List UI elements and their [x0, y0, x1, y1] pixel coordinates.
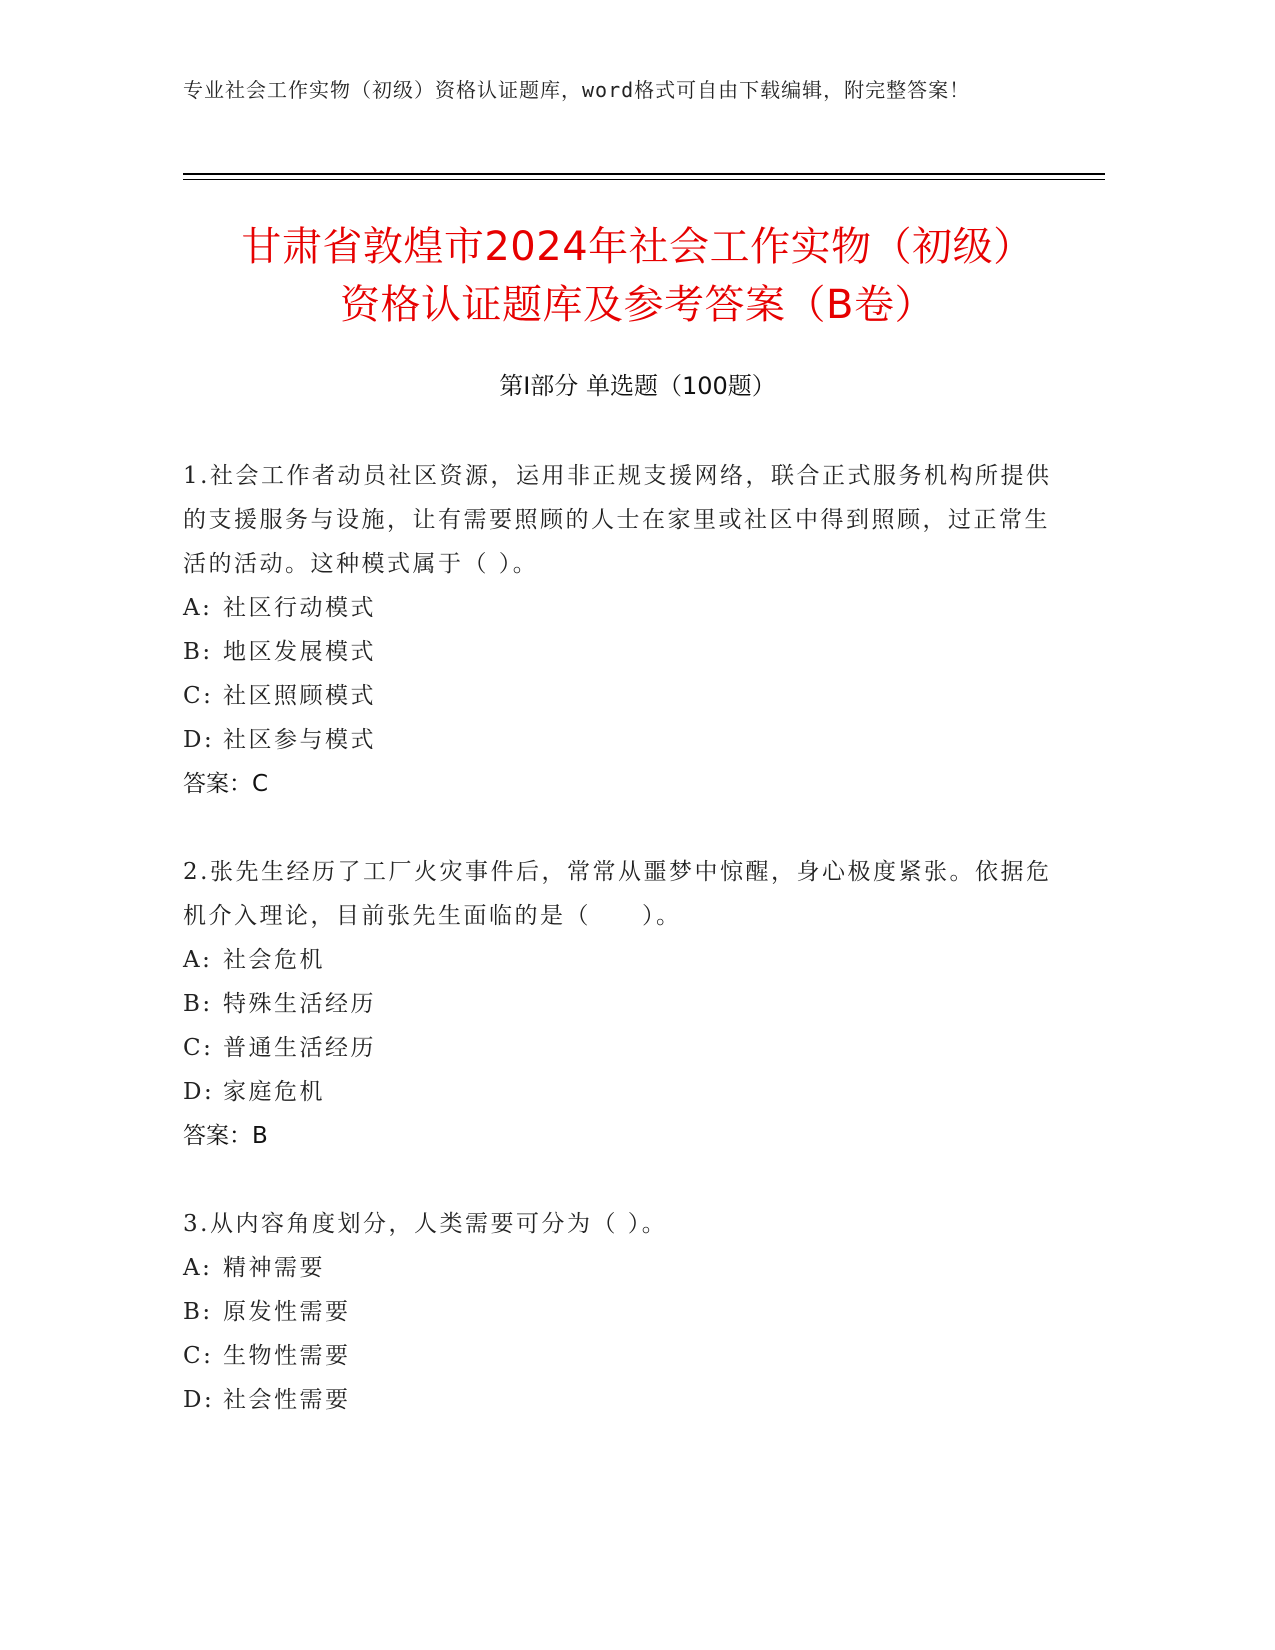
- option-letter: D:: [183, 727, 215, 753]
- option-text: 普通生活经历: [223, 1035, 376, 1061]
- option-letter: C:: [183, 683, 214, 709]
- option-text: 生物性需要: [223, 1343, 351, 1369]
- option-c: [183, 1026, 1063, 1070]
- question-2: [183, 850, 1063, 1158]
- option-letter: C:: [183, 1343, 214, 1369]
- option-text: 社区照顾模式: [223, 683, 376, 709]
- option-text: 社区参与模式: [223, 727, 376, 753]
- option-letter: B:: [183, 639, 213, 665]
- question-list: [183, 454, 1063, 1466]
- option-letter: D:: [183, 1387, 215, 1413]
- document-title-line-2: 资格认证题库及参考答案（B卷）: [340, 282, 935, 328]
- option-b: [183, 630, 1063, 674]
- option-text: 精神需要: [223, 1255, 325, 1281]
- option-text: 原发性需要: [223, 1299, 351, 1325]
- question-stem: 1.社会工作者动员社区资源，运用非正规支援网络，联合正式服务机构所提供的支援服务与设施，让有需要照顾的人士在家里或社区中得到照顾，过正常生活的活动。这种模式属于（ ）。: [183, 463, 1052, 577]
- option-text: 社区行动模式: [223, 595, 376, 621]
- option-text: 社会性需要: [223, 1387, 351, 1413]
- option-letter: C:: [183, 1035, 214, 1061]
- option-letter: D:: [183, 1079, 215, 1105]
- option-text: 社会危机: [223, 947, 325, 973]
- option-a: [183, 586, 1063, 630]
- option-text: 地区发展模式: [223, 639, 376, 665]
- document-title-line-1: 甘肃省敦煌市2024年社会工作实物（初级）: [241, 224, 1034, 270]
- header-note: 专业社会工作实物（初级）资格认证题库，word格式可自由下载编辑，附完整答案！: [183, 78, 971, 102]
- question-stem: 3.从内容角度划分，人类需要可分为（ ）。: [183, 1211, 668, 1237]
- option-d: [183, 1378, 1063, 1422]
- question-3: [183, 1202, 1063, 1422]
- option-text: 特殊生活经历: [223, 991, 376, 1017]
- option-letter: A:: [183, 947, 213, 973]
- option-letter: A:: [183, 595, 213, 621]
- document-title: [160, 218, 1115, 334]
- answer: 答案：C: [183, 771, 269, 797]
- option-a: [183, 938, 1063, 982]
- section-title: 第Ⅰ部分 单选题（100题）: [499, 372, 776, 400]
- option-d: [183, 718, 1063, 762]
- option-letter: A:: [183, 1255, 213, 1281]
- option-b: [183, 1290, 1063, 1334]
- answer: 答案：B: [183, 1123, 268, 1149]
- option-d: [183, 1070, 1063, 1114]
- header-divider-thick: [183, 173, 1105, 175]
- question-1: [183, 454, 1063, 806]
- header-divider-thin: [183, 179, 1105, 180]
- option-c: [183, 674, 1063, 718]
- option-c: [183, 1334, 1063, 1378]
- option-text: 家庭危机: [223, 1079, 325, 1105]
- option-letter: B:: [183, 991, 213, 1017]
- option-b: [183, 982, 1063, 1026]
- option-a: [183, 1246, 1063, 1290]
- option-letter: B:: [183, 1299, 213, 1325]
- question-stem: 2.张先生经历了工厂火灾事件后，常常从噩梦中惊醒，身心极度紧张。依据危机介入理论，目前张先生面临的是（ ）。: [183, 859, 1052, 929]
